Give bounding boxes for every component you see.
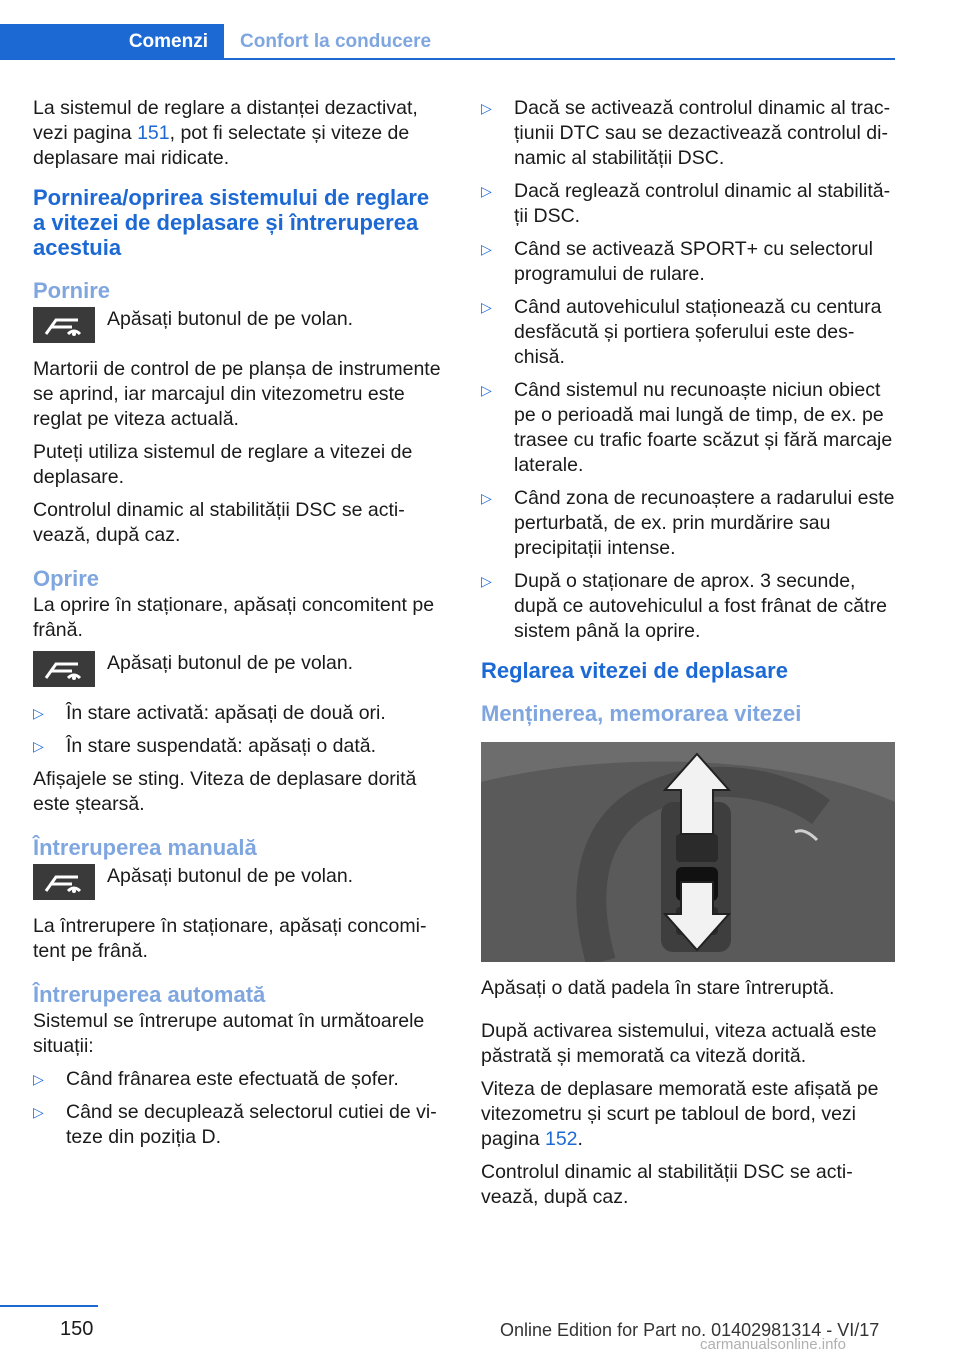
left-column <box>33 96 443 1158</box>
manual-p1: La întrerupere în staționare, apăsați concomitent pe frână. <box>33 915 427 962</box>
pornire-p1: Martorii de control de pe planșa de instrumente se aprind, iar marcajul din vitezometru este reglat pe viteza actuală. <box>33 358 441 430</box>
bullet-triangle-icon: ▷ <box>481 382 492 398</box>
list-item: ▷ Când sistemul nu recunoaște niciun obiect pe o perioadă mai lungă de timp, de ex. pe trasee cu trafic foarte scăzut și fără marcaje laterale. <box>481 379 893 476</box>
steering-cruise-button-icon <box>33 651 95 687</box>
heading-automat: Întreruperea automată <box>33 982 266 1007</box>
bullet-triangle-icon: ▷ <box>481 573 492 589</box>
page-number: 150 <box>60 1318 94 1340</box>
steering-wheel-illustration <box>481 742 895 962</box>
list-item: ▷ Dacă reglează controlul dinamic al stabilității DSC. <box>481 180 891 227</box>
footer-rule <box>0 1305 98 1307</box>
list-item: ▷ În stare activată: apăsați de două ori. <box>33 702 386 724</box>
list-item: ▷ Când frânarea este efectuată de șofer. <box>33 1068 399 1090</box>
edition-text: Online Edition for Part no. 01402981314 - VI/17 <box>500 1320 880 1340</box>
oprire-p1: La oprire în staționare, apăsați concomitent pe frână. <box>33 594 435 641</box>
steering-cruise-button-icon <box>33 307 95 343</box>
list-item: ▷ În stare suspendată: apăsați o dată. <box>33 735 377 757</box>
right-p1: După activarea sistemului, viteza actuală este păstrată și memorată ca viteză dorită. <box>481 1020 877 1067</box>
icon-row-oprire <box>33 651 443 687</box>
bullet-triangle-icon: ▷ <box>33 738 44 754</box>
tab-underline <box>224 58 895 60</box>
oprire-bullets <box>33 701 443 759</box>
photo-caption: Apăsați o dată padela în stare întreruptă. <box>481 977 835 999</box>
tab-comenzi[interactable]: Comenzi <box>0 24 224 60</box>
bullet-triangle-icon: ▷ <box>481 299 492 315</box>
list-item: ▷ Când autovehiculul staționează cu centura desfăcută și portiera șoferului este deschisă. <box>481 296 882 368</box>
right-bullets <box>481 96 895 644</box>
heading-mentinerea: Menținerea, memorarea vitezei <box>481 701 802 726</box>
heading-oprire: Oprire <box>33 566 100 591</box>
right-p2: Viteza de deplasare memorată este afișată pe vitezometru și scurt pe tabloul de bord, vezi pagina 152. <box>481 1078 879 1150</box>
page-link-151[interactable]: 151 <box>137 122 170 144</box>
list-item: ▷ Dacă se activează controlul dinamic al tracțiunii DTC sau se dezactivează controlul dinamic al stabilității DSC. <box>481 97 891 169</box>
icon-text-oprire: Apăsați butonul de pe volan. <box>107 652 354 674</box>
bullet-triangle-icon: ▷ <box>33 1104 44 1120</box>
list-item: ▷ După o staționare de aprox. 3 secunde, după ce autovehiculul a fost frânat de către sistem până la oprire. <box>481 570 887 642</box>
heading-manual: Întreruperea manuală <box>33 835 257 860</box>
header-tabs <box>0 24 895 62</box>
pornire-p2: Puteți utiliza sistemul de reglare a vitezei de deplasare. <box>33 441 413 488</box>
heading-pornire: Pornire <box>33 278 111 303</box>
list-item: ▷ Când zona de recunoaștere a radarului este perturbată, de ex. prin murdărire sau precipitații intense. <box>481 487 895 559</box>
bullet-triangle-icon: ▷ <box>481 100 492 116</box>
automat-p1: Sistemul se întrerupe automat în următoarele situații: <box>33 1010 425 1057</box>
bullet-triangle-icon: ▷ <box>33 1071 44 1087</box>
bullet-triangle-icon: ▷ <box>481 490 492 506</box>
intro-paragraph: La sistemul de reglare a distanței dezactivat, vezi pagina 151, pot fi selectate și viteze de deplasare mai ridicate. <box>33 97 418 169</box>
automat-bullets <box>33 1067 443 1150</box>
oprire-p2: Afișajele se sting. Viteza de deplasare dorită este ștearsă. <box>33 768 417 815</box>
bullet-triangle-icon: ▷ <box>33 705 44 721</box>
icon-row-pornire <box>33 307 443 343</box>
icon-row-manual <box>33 864 443 900</box>
page-link-152[interactable]: 152 <box>544 1128 578 1150</box>
tab-confort[interactable]: Confort la conducere <box>240 31 432 52</box>
icon-text-pornire: Apăsați butonul de pe volan. <box>107 308 354 330</box>
steering-wheel-photo <box>481 742 895 962</box>
right-p3: Controlul dinamic al stabilității DSC se activează, după caz. <box>481 1161 853 1208</box>
pornire-p3: Controlul dinamic al stabilității DSC se activează, după caz. <box>33 499 405 546</box>
bullet-triangle-icon: ▷ <box>481 183 492 199</box>
list-item: ▷ Când se decuplează selectorul cutiei de viteze din poziția D. <box>33 1101 437 1148</box>
bullet-triangle-icon: ▷ <box>481 241 492 257</box>
right-column <box>481 96 895 1218</box>
steering-cruise-button-icon <box>33 864 95 900</box>
heading-reglarea: Reglarea vitezei de deplasare <box>481 658 788 683</box>
icon-text-manual: Apăsați butonul de pe volan. <box>107 865 354 887</box>
list-item: ▷ Când se activează SPORT+ cu selectorul programului de rulare. <box>481 238 873 285</box>
watermark: carmanualsonline.info <box>700 1336 846 1353</box>
section-heading-main: Pornirea/oprirea sistemului de reglare a vitezei de deplasare și întreruperea acestuia <box>33 185 430 260</box>
